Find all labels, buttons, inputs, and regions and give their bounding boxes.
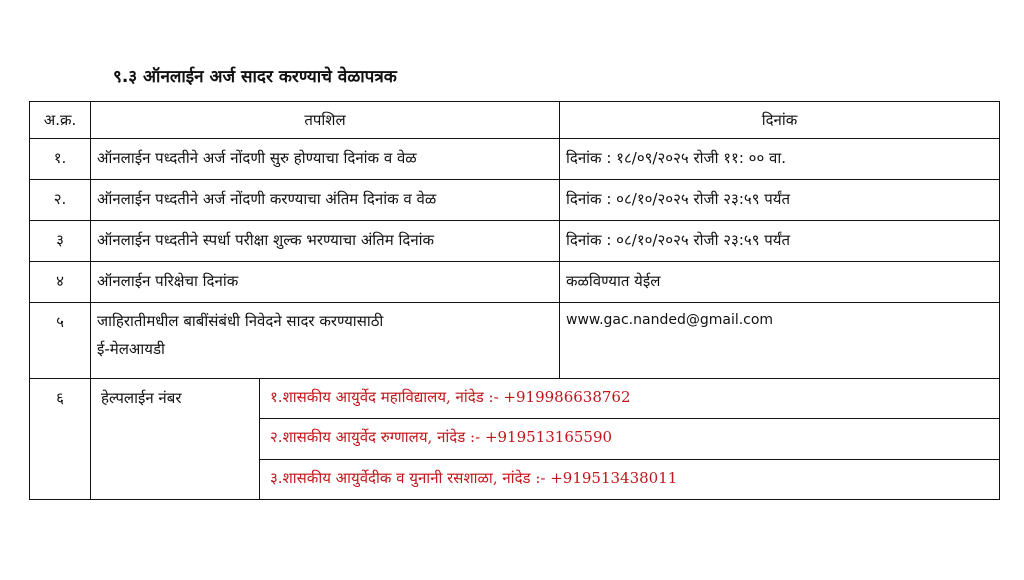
row-details: [91, 303, 560, 379]
table-row: [30, 221, 1000, 262]
row-date: दिनांक : १८/०९/२०२५ रोजी ११: ०० वा.: [560, 139, 1000, 180]
row-serial: १.: [30, 139, 91, 180]
table-row: [30, 303, 1000, 379]
row-serial: ४: [30, 262, 91, 303]
helpline-list: [259, 379, 999, 499]
row-date: दिनांक : ०८/१०/२०२५ रोजी २३:५९ पर्यंत: [560, 180, 1000, 221]
table-header-row: [30, 102, 1000, 139]
row-serial: ६: [30, 379, 91, 500]
helpline-cell: [91, 379, 1000, 500]
helpline-entry: ३.शासकीय आयुर्वेदीक व युनानी रसशाळा, नांदेड :- +919513438011: [270, 468, 678, 487]
header-serial: अ.क्र.: [30, 102, 91, 139]
helpline-entry: २.शासकीय आयुर्वेद रुग्णालय, नांदेड :- +919513165590: [260, 419, 999, 459]
row-date: दिनांक : ०८/१०/२०२५ रोजी २३:५९ पर्यंत: [560, 221, 1000, 262]
header-details: तपशिल: [91, 102, 560, 139]
row-details: ऑनलाईन पध्दतीने अर्ज नोंदणी सुरु होण्याचा दिनांक व वेळ: [91, 139, 560, 180]
row-details: ऑनलाईन पध्दतीने स्पर्धा परीक्षा शुल्क भरण्याचा अंतिम दिनांक: [91, 221, 560, 262]
row-details: ऑनलाईन परिक्षेचा दिनांक: [91, 262, 560, 303]
table-row: [30, 262, 1000, 303]
row-date: कळविण्यात येईल: [560, 262, 1000, 303]
helpline-row: [30, 379, 1000, 500]
email-address[interactable]: www.gac.nanded@gmail.com: [560, 303, 1000, 379]
table-row: [30, 139, 1000, 180]
header-date: दिनांक: [560, 102, 1000, 139]
schedule-table: [29, 101, 1000, 500]
row-serial: ५: [30, 303, 91, 379]
row-details-line2: ई-मेलआयडी: [97, 340, 165, 358]
table-row: [30, 180, 1000, 221]
row-serial: २.: [30, 180, 91, 221]
row-details-line1: जाहिरातीमधील बाबींसंबंधी निवेदने सादर करण्यासाठी: [97, 312, 384, 330]
page-heading: ९.३ ऑनलाईन अर्ज सादर करण्याचे वेळापत्रक: [113, 67, 397, 87]
row-details: ऑनलाईन पध्दतीने अर्ज नोंदणी करण्याचा अंतिम दिनांक व वेळ: [91, 180, 560, 221]
row-serial: ३: [30, 221, 91, 262]
helpline-label: हेल्पलाईन नंबर: [101, 389, 182, 407]
helpline-entry: १.शासकीय आयुर्वेद महाविद्यालय, नांदेड :- +919986638762: [260, 379, 999, 419]
